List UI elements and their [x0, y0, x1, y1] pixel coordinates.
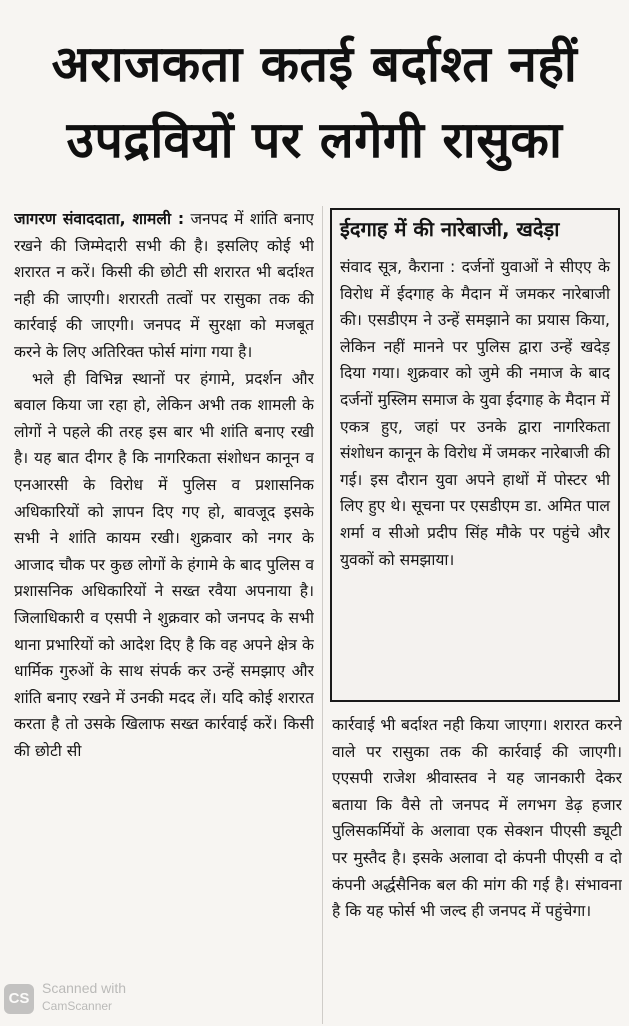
scanner-watermark: [2, 978, 222, 1018]
main-article-continuation-column: [332, 712, 622, 1024]
sidebar-title: ईदगाह में की नारेबाजी, खदेड़ा: [340, 217, 560, 241]
camscanner-logo-icon: CS: [4, 984, 34, 1014]
sidebar-body: दर्जनों युवाओं ने सीएए के विरोध में ईदगाह के मैदान में जमकर नारेबाजी की। एसडीएम ने उन्हें समझाने का प्रयास किया, लेकिन नहीं मानने पर पुलिस द्वारा उन्हें खदेड़ दिया गया। शुक्रवार को जुमे की नमाज के बाद दर्जनों मुस्लिम समाज के युवा ईदगाह के मैदान में एकत्र हुए, जहां पर उनके द्वारा नागरिकता संशोधन कानून के विरोध में जमकर नारेबाजी की गई। इस दौरान युवा अपने हाथों में पोस्टर भी लिए हुए थे। सूचना पर एसडीएम डा. अमित पाल शर्मा व सीओ प्रदीप सिंह मौके पर पहुंचे और युवकों को समझाया।: [340, 258, 610, 569]
main-article-para-1-text: जनपद में शांति बनाए रखने की जिम्मेदारी सभी की है। इसलिए कोई भी शरारत न करें। किसी की छोटी सी शरारत भी बर्दाश्त नही की जाएगी। शरारती तत्वों पर रासुका तक की कार्रवाई की जाएगी। जनपद में सुरक्षा को मजबूत करने के लिए अतिरिक्त फोर्स मांगा गया है।: [14, 210, 314, 361]
main-article-dateline: जागरण संवाददाता, शामली :: [14, 210, 185, 228]
column-divider: [322, 206, 323, 1024]
main-article-para-1: [14, 206, 314, 366]
headline-line-1: अराजकता कतई बर्दाश्त नहीं: [51, 35, 578, 93]
main-article-column: [14, 206, 314, 1026]
sidebar-dateline: संवाद सूत्र, कैराना :: [340, 258, 456, 276]
sidebar-text-block: [340, 254, 610, 573]
sidebar-box: [330, 208, 620, 702]
watermark-line-1: Scanned with: [42, 980, 127, 996]
main-article-para-2: भले ही विभिन्न स्थानों पर हंगामे, प्रदर्शन और बवाल किया जा रहा हो, लेकिन अभी तक शामली के लोगों ने पहले की तरह इस बार भी शांति बनाए रखी है। यह बात दीगर है कि नागरिकता संशोधन कानून व एनआरसी के विरोध में पुलिस व प्रशासनिक अधिकारियों को ज्ञापन दिए गए हो, बावजूद इसके सभी ने शांति कायम रखी। शुक्रवार को नगर के आजाद चौक पर कुछ लोगों के हंगामे के बाद पुलिस व प्रशासनिक अधिकारियों ने सख्त रवैया अपनाया है। जिलाधिकारी व एसपी ने शुक्रवार को जनपद के सभी थाना प्रभारियों को आदेश दिए है कि वह अपने क्षेत्र के धार्मिक गुरुओं के साथ संपर्क कर उन्हें समझाए और शांति बनाए रखने में उनकी मदद लें। यदि कोई शरारत करता है तो उसके खिलाफ सख्त कार्रवाई करें। किसी की छोटी सी: [14, 369, 314, 760]
watermark-line-2: CamScanner: [42, 999, 113, 1013]
headline-line-2: उपद्रवियों पर लगेगी रासुका: [66, 111, 563, 169]
main-article-continuation: कार्रवाई भी बर्दाश्त नही किया जाएगा। शरारत करने वाले पर रासुका तक की कार्रवाई की जाएगी। एएसपी राजेश श्रीवास्तव ने यह जानकारी देकर बताया कि वैसे तो जनपद में लगभग डेढ़ हजार पुलिसकर्मियों के अलावा एक सेक्शन पीएसी ड्यूटी पर मुस्तैद है। इसके अलावा दो कंपनी पीएसी व दो कंपनी अर्द्धसैनिक बल की मांग की गई है। संभावना है कि यह फोर्स भी जल्द ही जनपद में पहुंचेगा।: [332, 716, 622, 921]
